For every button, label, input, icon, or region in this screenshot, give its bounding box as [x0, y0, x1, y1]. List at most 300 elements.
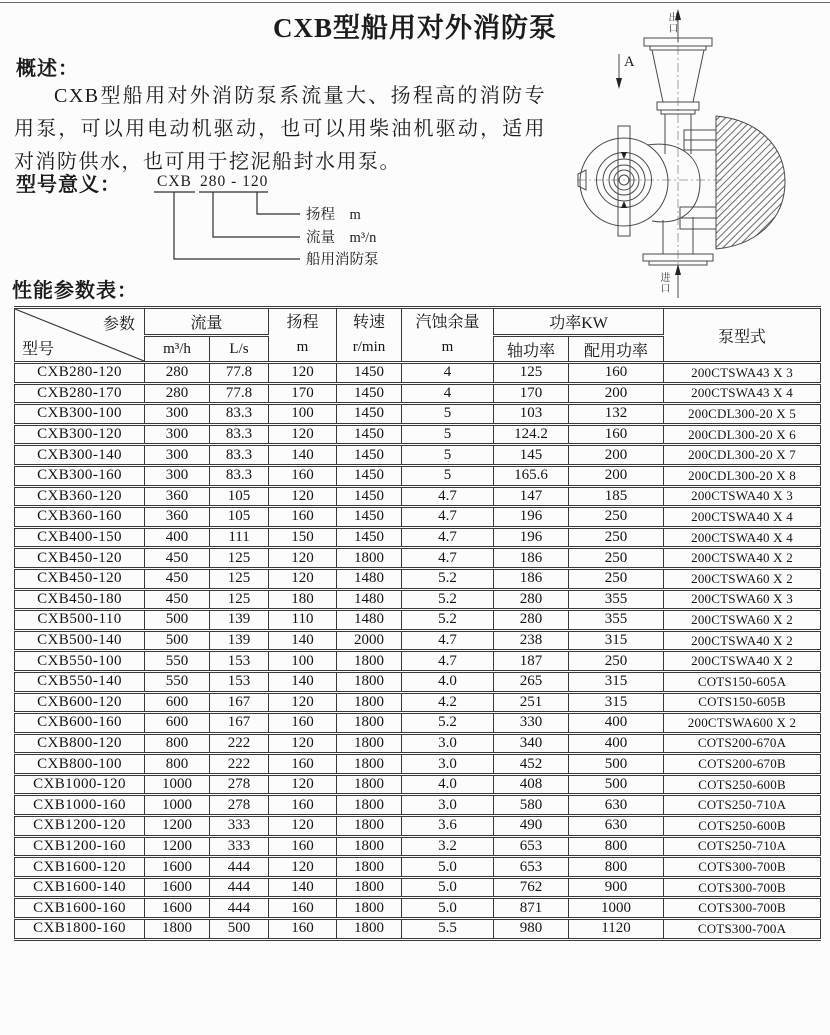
cell-speed: 1450: [337, 424, 402, 445]
cell-head: 110: [269, 610, 337, 631]
cell-model: CXB500-140: [15, 630, 145, 651]
cell-pump-type: 200CTSWA60 X 2: [664, 610, 821, 631]
cell-rated-power: 250: [569, 568, 664, 589]
table-row: [15, 548, 821, 569]
cell-speed: 1800: [337, 816, 402, 837]
cell-flow-ls: 222: [210, 754, 269, 775]
cell-rated-power: 200: [569, 383, 664, 404]
inlet-port-label: 进口: [658, 272, 669, 294]
cell-model: CXB800-100: [15, 754, 145, 775]
cell-flow-m3h: 1600: [145, 898, 210, 919]
bar-arrow-bottom-icon: [621, 201, 627, 208]
cell-model: CXB300-140: [15, 445, 145, 466]
cell-npsh: 5.0: [402, 857, 494, 878]
cell-pump-type: 200CTSWA40 X 2: [664, 548, 821, 569]
cell-pump-type: 200CDL300-20 X 5: [664, 404, 821, 425]
cell-head: 160: [269, 507, 337, 528]
cell-flow-ls: 125: [210, 589, 269, 610]
cell-npsh: 4.2: [402, 692, 494, 713]
cell-flow-ls: 444: [210, 857, 269, 878]
cell-flow-m3h: 300: [145, 445, 210, 466]
table-row: [15, 568, 821, 589]
cell-rated-power: 250: [569, 548, 664, 569]
cell-flow-ls: 500: [210, 919, 269, 940]
header-npsh-unit: m: [441, 339, 454, 355]
cell-flow-m3h: 400: [145, 527, 210, 548]
cell-pump-type: 200CTSWA43 X 3: [664, 363, 821, 384]
table-row: [15, 754, 821, 775]
cell-npsh: 4: [402, 363, 494, 384]
cell-model: CXB300-120: [15, 424, 145, 445]
cell-speed: 1450: [337, 465, 402, 486]
cell-model: CXB800-120: [15, 733, 145, 754]
table-row: [15, 774, 821, 795]
cell-speed: 1800: [337, 548, 402, 569]
table-header: [15, 308, 821, 363]
cell-flow-m3h: 1200: [145, 816, 210, 837]
header-npsh: [402, 308, 494, 363]
table-row: [15, 733, 821, 754]
cell-model: CXB1000-160: [15, 795, 145, 816]
table-row: [15, 404, 821, 425]
cell-model: CXB1600-160: [15, 898, 145, 919]
cell-npsh: 3.2: [402, 836, 494, 857]
table-row: [15, 919, 821, 940]
cell-flow-m3h: 450: [145, 548, 210, 569]
cell-flow-m3h: 600: [145, 692, 210, 713]
inlet-arrowhead-icon: [675, 264, 681, 275]
cell-flow-m3h: 550: [145, 651, 210, 672]
cell-speed: 1480: [337, 610, 402, 631]
cell-rated-power: 800: [569, 836, 664, 857]
cell-npsh: 5.5: [402, 919, 494, 940]
cell-flow-ls: 105: [210, 507, 269, 528]
cell-flow-m3h: 800: [145, 754, 210, 775]
cell-head: 160: [269, 919, 337, 940]
table-row: [15, 610, 821, 631]
cell-npsh: 5.2: [402, 589, 494, 610]
model-code-prefix: CXB: [157, 173, 192, 190]
mounting-bar: [618, 126, 630, 236]
cell-flow-m3h: 450: [145, 589, 210, 610]
cell-shaft-power: 871: [494, 898, 569, 919]
cell-npsh: 5.2: [402, 713, 494, 734]
table-row: [15, 671, 821, 692]
cell-shaft-power: 103: [494, 404, 569, 425]
cell-pump-type: 200CDL300-20 X 6: [664, 424, 821, 445]
cell-shaft-power: 280: [494, 610, 569, 631]
table-row: [15, 692, 821, 713]
table-row: [15, 630, 821, 651]
cell-shaft-power: 170: [494, 383, 569, 404]
cell-flow-m3h: 300: [145, 424, 210, 445]
table-row: [15, 651, 821, 672]
header-flow-m3h: m³/h: [145, 336, 210, 363]
cell-rated-power: 132: [569, 404, 664, 425]
corner-model-label: 型号: [22, 341, 55, 358]
table-row: [15, 445, 821, 466]
cell-flow-m3h: 1600: [145, 877, 210, 898]
cell-head: 120: [269, 486, 337, 507]
table-row: [15, 816, 821, 837]
cell-flow-ls: 278: [210, 774, 269, 795]
cell-npsh: 4.7: [402, 527, 494, 548]
model-designation-diagram: [140, 166, 420, 278]
cell-npsh: 3.0: [402, 795, 494, 816]
cell-speed: 1800: [337, 898, 402, 919]
cell-pump-type: COTS300-700B: [664, 898, 821, 919]
cell-flow-ls: 167: [210, 713, 269, 734]
cell-shaft-power: 580: [494, 795, 569, 816]
header-head-unit: m: [296, 339, 309, 355]
cell-model: CXB1200-160: [15, 836, 145, 857]
cell-head: 120: [269, 363, 337, 384]
cell-pump-type: COTS300-700B: [664, 857, 821, 878]
cell-shaft-power: 125: [494, 363, 569, 384]
cell-model: CXB500-110: [15, 610, 145, 631]
cell-npsh: 5.0: [402, 877, 494, 898]
cell-rated-power: 630: [569, 795, 664, 816]
cell-npsh: 5: [402, 424, 494, 445]
header-speed-unit: r/min: [352, 339, 386, 355]
header-speed: [337, 308, 402, 363]
table-row: [15, 424, 821, 445]
cell-pump-type: 200CDL300-20 X 7: [664, 445, 821, 466]
cell-flow-m3h: 450: [145, 568, 210, 589]
cell-head: 100: [269, 404, 337, 425]
cell-pump-type: 200CTSWA40 X 3: [664, 486, 821, 507]
cell-flow-m3h: 500: [145, 630, 210, 651]
cell-flow-m3h: 280: [145, 383, 210, 404]
cell-shaft-power: 124.2: [494, 424, 569, 445]
cell-npsh: 3.6: [402, 816, 494, 837]
table-heading: 性能参数表：: [12, 280, 138, 302]
cell-head: 160: [269, 836, 337, 857]
cell-pump-type: 200CTSWA43 X 4: [664, 383, 821, 404]
cell-flow-m3h: 1600: [145, 857, 210, 878]
cell-head: 160: [269, 898, 337, 919]
cell-pump-type: 200CTSWA40 X 2: [664, 630, 821, 651]
table-body: [15, 363, 821, 940]
cell-speed: 1450: [337, 486, 402, 507]
cell-rated-power: 315: [569, 630, 664, 651]
cell-rated-power: 500: [569, 774, 664, 795]
table-row: [15, 589, 821, 610]
cell-pump-type: COTS250-600B: [664, 816, 821, 837]
volute-bulge: [647, 144, 700, 222]
cell-shaft-power: 196: [494, 507, 569, 528]
cell-head: 120: [269, 568, 337, 589]
cell-speed: 1450: [337, 445, 402, 466]
cell-head: 140: [269, 877, 337, 898]
cell-shaft-power: 490: [494, 816, 569, 837]
cell-rated-power: 250: [569, 527, 664, 548]
cell-shaft-power: 452: [494, 754, 569, 775]
cell-speed: 1800: [337, 795, 402, 816]
cell-pump-type: 200CTSWA600 X 2: [664, 713, 821, 734]
header-flow-ls: L/s: [210, 336, 269, 363]
header-rated-power: 配用功率: [569, 336, 664, 363]
cell-flow-m3h: 300: [145, 404, 210, 425]
cell-pump-type: COTS150-605B: [664, 692, 821, 713]
cell-shaft-power: 186: [494, 548, 569, 569]
cell-model: CXB300-100: [15, 404, 145, 425]
cell-speed: 2000: [337, 630, 402, 651]
table-row: [15, 857, 821, 878]
cell-speed: 1480: [337, 568, 402, 589]
cell-npsh: 4.0: [402, 774, 494, 795]
performance-table: [14, 306, 821, 941]
cell-flow-ls: 222: [210, 733, 269, 754]
cell-npsh: 3.0: [402, 754, 494, 775]
cell-flow-ls: 278: [210, 795, 269, 816]
cell-shaft-power: 280: [494, 589, 569, 610]
motor-dome-hatched: [716, 116, 785, 249]
cell-rated-power: 250: [569, 507, 664, 528]
corner-parameter-label: 参数: [102, 316, 135, 333]
cell-model: CXB1600-120: [15, 857, 145, 878]
cell-head: 120: [269, 816, 337, 837]
cell-flow-m3h: 1000: [145, 774, 210, 795]
cell-rated-power: 800: [569, 857, 664, 878]
cell-speed: 1800: [337, 651, 402, 672]
table-row: [15, 527, 821, 548]
cell-speed: 1800: [337, 733, 402, 754]
model-meaning-heading: 型号意义：: [16, 174, 121, 196]
header-npsh-name: 汽蚀余量: [415, 314, 480, 331]
cell-speed: 1800: [337, 692, 402, 713]
cell-flow-m3h: 360: [145, 486, 210, 507]
cell-shaft-power: 653: [494, 857, 569, 878]
overview-paragraph: CXB型船用对外消防泵系流量大、扬程高的消防专用泵，可以用电动机驱动，也可以用柴油机驱动，适用对消防供水，也可用于挖泥船封水用泵。: [14, 85, 546, 173]
table-row: [15, 363, 821, 384]
cell-flow-m3h: 360: [145, 507, 210, 528]
table-row: [15, 877, 821, 898]
cell-head: 160: [269, 795, 337, 816]
outlet-port-label: 出口: [666, 12, 677, 34]
cell-head: 150: [269, 527, 337, 548]
cell-head: 120: [269, 857, 337, 878]
cell-shaft-power: 147: [494, 486, 569, 507]
cell-rated-power: 630: [569, 816, 664, 837]
cell-head: 170: [269, 383, 337, 404]
cell-npsh: 5: [402, 445, 494, 466]
cell-head: 120: [269, 548, 337, 569]
cell-flow-ls: 83.3: [210, 465, 269, 486]
cell-rated-power: 160: [569, 363, 664, 384]
cell-flow-m3h: 300: [145, 465, 210, 486]
cell-npsh: 4.7: [402, 651, 494, 672]
cell-npsh: 5: [402, 404, 494, 425]
cell-pump-type: COTS300-700A: [664, 919, 821, 940]
cell-pump-type: 200CTSWA40 X 4: [664, 507, 821, 528]
cell-pump-type: COTS250-710A: [664, 836, 821, 857]
connector-pump-name: [174, 192, 300, 259]
cell-speed: 1450: [337, 507, 402, 528]
cell-flow-m3h: 550: [145, 671, 210, 692]
cell-model: CXB550-100: [15, 651, 145, 672]
table-row: [15, 507, 821, 528]
cell-model: CXB1600-140: [15, 877, 145, 898]
cell-npsh: 4.7: [402, 486, 494, 507]
cell-npsh: 5.2: [402, 610, 494, 631]
cell-rated-power: 200: [569, 445, 664, 466]
cell-rated-power: 400: [569, 733, 664, 754]
bar-arrow-top-icon: [621, 152, 627, 159]
cell-flow-m3h: 500: [145, 610, 210, 631]
cell-pump-type: COTS300-700B: [664, 877, 821, 898]
cell-rated-power: 315: [569, 671, 664, 692]
cell-model: CXB280-170: [15, 383, 145, 404]
cell-flow-ls: 125: [210, 548, 269, 569]
cell-flow-ls: 139: [210, 610, 269, 631]
table-row: [15, 486, 821, 507]
cell-model: CXB300-160: [15, 465, 145, 486]
cell-pump-type: 200CTSWA40 X 4: [664, 527, 821, 548]
cell-npsh: 4.7: [402, 507, 494, 528]
section-arrowhead-icon: [616, 78, 622, 89]
cell-flow-ls: 167: [210, 692, 269, 713]
cell-shaft-power: 187: [494, 651, 569, 672]
cell-rated-power: 900: [569, 877, 664, 898]
cell-head: 180: [269, 589, 337, 610]
cell-model: CXB450-120: [15, 548, 145, 569]
header-head: [269, 308, 337, 363]
cell-model: CXB450-180: [15, 589, 145, 610]
cell-pump-type: 200CTSWA40 X 2: [664, 651, 821, 672]
cell-flow-ls: 153: [210, 671, 269, 692]
table-row: [15, 898, 821, 919]
cell-shaft-power: 653: [494, 836, 569, 857]
cell-rated-power: 315: [569, 692, 664, 713]
cell-model: CXB550-140: [15, 671, 145, 692]
overview-heading: 概述：: [16, 58, 79, 80]
cell-rated-power: 400: [569, 713, 664, 734]
cell-head: 140: [269, 671, 337, 692]
cell-shaft-power: 145: [494, 445, 569, 466]
cell-shaft-power: 330: [494, 713, 569, 734]
cell-pump-type: COTS200-670B: [664, 754, 821, 775]
cell-flow-m3h: 600: [145, 713, 210, 734]
cell-head: 160: [269, 465, 337, 486]
cell-model: CXB360-160: [15, 507, 145, 528]
cell-speed: 1800: [337, 836, 402, 857]
cell-head: 120: [269, 424, 337, 445]
cell-pump-type: 200CTSWA60 X 2: [664, 568, 821, 589]
cell-rated-power: 355: [569, 589, 664, 610]
section-label: A: [624, 54, 635, 70]
cell-rated-power: 1000: [569, 898, 664, 919]
label-flow: 流量 m³/n: [306, 230, 377, 246]
cell-flow-ls: 83.3: [210, 404, 269, 425]
cell-speed: 1800: [337, 713, 402, 734]
cell-shaft-power: 251: [494, 692, 569, 713]
cell-speed: 1800: [337, 919, 402, 940]
header-speed-name: 转速: [353, 314, 386, 331]
cell-head: 120: [269, 733, 337, 754]
cell-flow-ls: 333: [210, 816, 269, 837]
cell-npsh: 4: [402, 383, 494, 404]
cell-shaft-power: 265: [494, 671, 569, 692]
label-pump-name: 船用消防泵: [306, 252, 379, 268]
cell-flow-ls: 333: [210, 836, 269, 857]
cell-speed: 1800: [337, 857, 402, 878]
cell-speed: 1800: [337, 774, 402, 795]
header-shaft-power: 轴功率: [494, 336, 569, 363]
cell-speed: 1450: [337, 527, 402, 548]
cell-speed: 1480: [337, 589, 402, 610]
cell-head: 160: [269, 754, 337, 775]
connector-head: [257, 192, 300, 214]
cell-flow-m3h: 800: [145, 733, 210, 754]
cell-npsh: 4.0: [402, 671, 494, 692]
cell-model: CXB280-120: [15, 363, 145, 384]
table-row: [15, 713, 821, 734]
cell-head: 100: [269, 651, 337, 672]
cell-head: 160: [269, 713, 337, 734]
cell-rated-power: 160: [569, 424, 664, 445]
cell-flow-m3h: 1000: [145, 795, 210, 816]
cell-npsh: 4.7: [402, 630, 494, 651]
cell-rated-power: 1120: [569, 919, 664, 940]
cell-flow-ls: 444: [210, 877, 269, 898]
table-row: [15, 465, 821, 486]
cell-npsh: 4.7: [402, 548, 494, 569]
header-pump-type: 泵型式: [664, 308, 821, 363]
cell-rated-power: 250: [569, 651, 664, 672]
cell-model: CXB600-120: [15, 692, 145, 713]
cell-flow-ls: 139: [210, 630, 269, 651]
cell-speed: 1450: [337, 404, 402, 425]
cell-npsh: 3.0: [402, 733, 494, 754]
cell-model: CXB1800-160: [15, 919, 145, 940]
cell-flow-ls: 153: [210, 651, 269, 672]
cell-head: 140: [269, 630, 337, 651]
cell-shaft-power: 340: [494, 733, 569, 754]
cell-head: 120: [269, 774, 337, 795]
cell-flow-ls: 77.8: [210, 363, 269, 384]
cell-shaft-power: 980: [494, 919, 569, 940]
cell-speed: 1450: [337, 363, 402, 384]
table-row: [15, 383, 821, 404]
cell-flow-ls: 444: [210, 898, 269, 919]
header-head-name: 扬程: [286, 314, 319, 331]
cell-pump-type: 200CTSWA60 X 3: [664, 589, 821, 610]
label-head: 扬程 m: [306, 207, 361, 223]
cell-model: CXB450-120: [15, 568, 145, 589]
cell-flow-ls: 83.3: [210, 424, 269, 445]
cell-rated-power: 185: [569, 486, 664, 507]
cell-pump-type: COTS250-600B: [664, 774, 821, 795]
cell-rated-power: 500: [569, 754, 664, 775]
cell-shaft-power: 196: [494, 527, 569, 548]
cell-speed: 1450: [337, 383, 402, 404]
cell-head: 120: [269, 692, 337, 713]
cell-pump-type: COTS200-670A: [664, 733, 821, 754]
cell-speed: 1800: [337, 877, 402, 898]
cell-model: CXB600-160: [15, 713, 145, 734]
volute-casing: [580, 138, 668, 226]
cell-flow-ls: 111: [210, 527, 269, 548]
cell-flow-m3h: 1200: [145, 836, 210, 857]
cell-npsh: 5.2: [402, 568, 494, 589]
cell-model: CXB1200-120: [15, 816, 145, 837]
cell-flow-ls: 77.8: [210, 383, 269, 404]
cell-flow-ls: 83.3: [210, 445, 269, 466]
cell-speed: 1800: [337, 754, 402, 775]
cell-head: 140: [269, 445, 337, 466]
table-row: [15, 836, 821, 857]
